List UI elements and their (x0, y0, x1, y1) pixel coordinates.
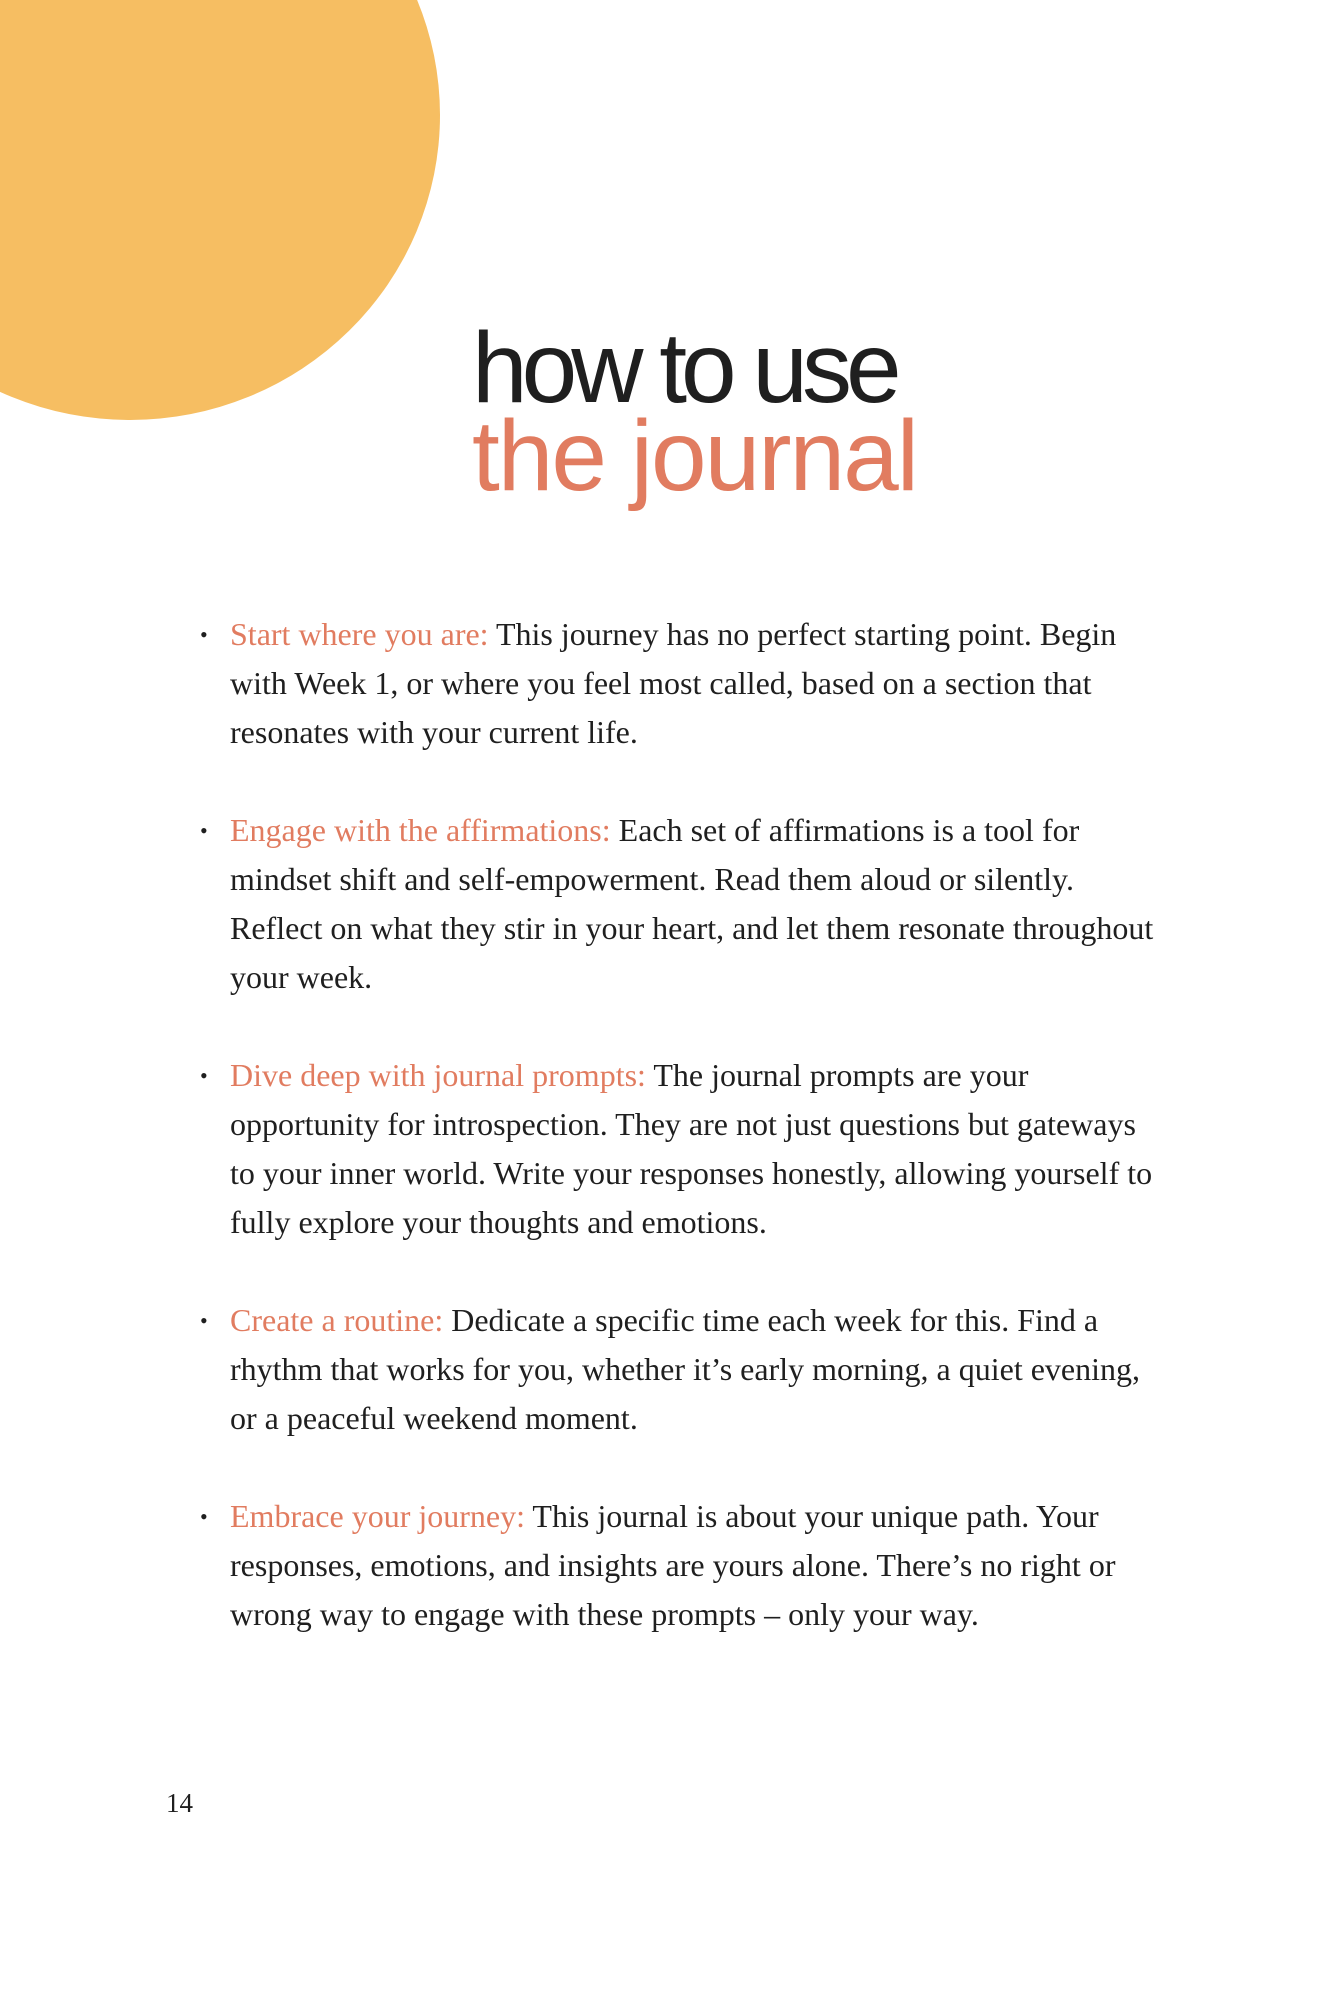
item-text: This journal is about your unique path. Your responses, emotions, and insights are yours alone. There’s no right or wrong way to engage with these prompts – only your way. (230, 1498, 1116, 1632)
item-heading: Start where you are: (230, 616, 489, 652)
bullet-icon: • (200, 1063, 208, 1088)
title-line-1: how to use (472, 312, 896, 424)
page-number: 14 (166, 1788, 193, 1818)
item-heading: Dive deep with journal prompts: (230, 1057, 646, 1093)
item-heading: Embrace your journey: (230, 1498, 525, 1534)
bullet-icon: • (200, 1504, 208, 1529)
item-heading: Engage with the affirmations: (230, 812, 611, 848)
list-item (200, 1051, 1160, 1247)
list-item (200, 1492, 1160, 1639)
bullet-icon: • (200, 622, 208, 647)
list-item (200, 610, 1160, 757)
title-line-2: the journal (472, 400, 917, 512)
bullet-icon: • (200, 818, 208, 843)
item-text: Each set of affirmations is a tool for mindset shift and self-empowerment. Read them aloud or silently. Reflect on what they stir in your heart, and let them resonate throughout your week. (230, 812, 1154, 995)
list-item (200, 1296, 1160, 1443)
bullet-icon: • (200, 1308, 208, 1333)
instructions-list (200, 610, 1160, 1688)
decorative-circle (0, 0, 440, 420)
item-text: This journey has no perfect starting point. Begin with Week 1, or where you feel most called, based on a section that resonates with your current life. (230, 616, 1117, 750)
item-text: The journal prompts are your opportunity for introspection. They are not just questions but gateways to your inner world. Write your responses honestly, allowing yourself to fully explore your thoughts and emotions. (230, 1057, 1153, 1240)
list-item (200, 806, 1160, 1002)
item-text: Dedicate a specific time each week for this. Find a rhythm that works for you, whether it’s early morning, a quiet evening, or a peaceful weekend moment. (230, 1302, 1141, 1436)
item-heading: Create a routine: (230, 1302, 444, 1338)
page-title (472, 312, 917, 512)
